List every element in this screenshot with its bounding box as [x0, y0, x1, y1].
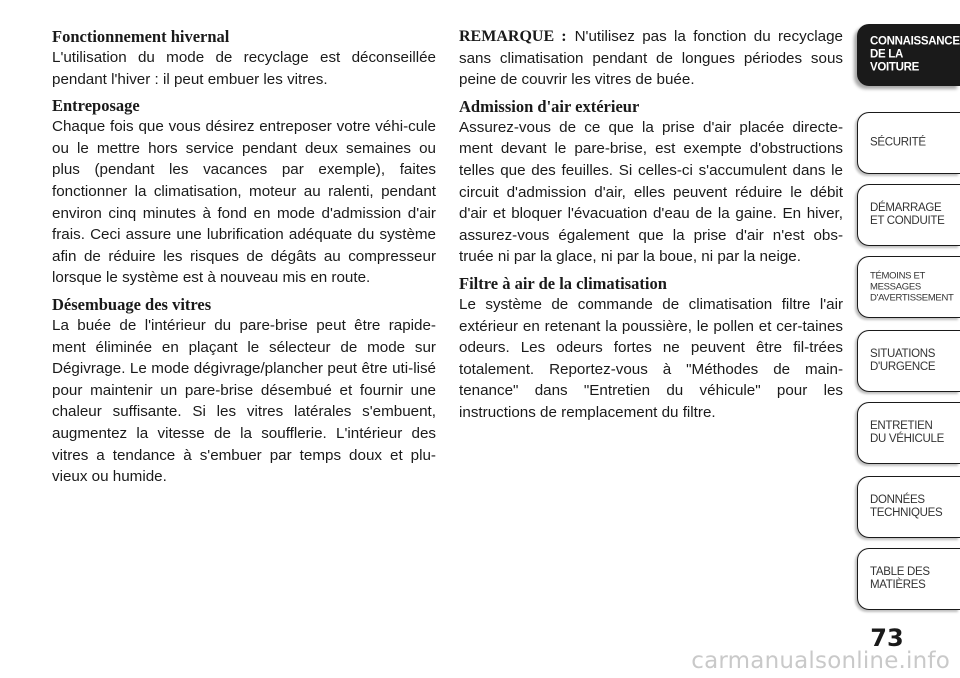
section-winter-operation [52, 26, 436, 90]
page-number: 73 [870, 624, 904, 652]
tab-label: SÉCURITÉ [870, 136, 926, 149]
tab-table-matieres[interactable] [857, 548, 960, 610]
tab-connaissance[interactable] [857, 24, 960, 86]
tab-donnees[interactable] [857, 476, 960, 538]
left-column [52, 26, 436, 493]
section-body: Assurez-vous de ce que la prise d'air placée directe-ment devant le pare-brise, est exempte d'obstructions telles que des feuilles. Si celles-ci s'accumulent dans le circuit d'admission d'air, elles peuvent réduire le débit d'air et bloquer l'évacuation d'eau de la gaine. En hiver, assurez-vous également que la prise d'air n'est obs-truée ni par la glace, ni par la boue, ni par la neige. [459, 118, 843, 266]
tab-demarrage[interactable] [857, 184, 960, 246]
tab-label: DONNÉES TECHNIQUES [870, 494, 943, 519]
tab-entretien[interactable] [857, 402, 960, 464]
tab-label: CONNAISSANCE DE LA VOITURE [870, 35, 960, 74]
chapter-tabs [857, 0, 960, 678]
section-body: L'utilisation du mode de recyclage est déconseillée pendant l'hiver : il peut embuer les vitres. [52, 49, 436, 88]
tab-label: SITUATIONS D'URGENCE [870, 348, 936, 373]
note-text: N'utilisez pas la fonction du recyclage sans climatisation pendant de longues périodes sous peine de couvrir les vitres de buée. [459, 28, 843, 89]
tab-temoins[interactable] [857, 256, 960, 318]
section-heading: Fonctionnement hivernal [52, 27, 230, 46]
tab-securite[interactable] [857, 112, 960, 174]
watermark: carmanualsonline.info [691, 648, 950, 674]
section-heading: Désembuage des vitres [52, 294, 212, 314]
section-body: Chaque fois que vous désirez entreposer votre véhi-cule ou le mettre hors service pendant deux semaines ou plus (pendant les vacances par exemple), faites fonctionner la climatisation, moteur au ralenti, pendant environ cinq minutes à fond en mode d'admission d'air frais. Ceci assure une lubrification adéquate du système afin de réduire les risques de dégâts au compresseur lorsque le système est à nouveau mis en route. [52, 118, 436, 287]
note-label: REMARQUE : [459, 28, 567, 45]
right-column [459, 26, 843, 429]
section-heading: Filtre à air de la climatisation [459, 273, 667, 293]
section-heading: Entreposage [52, 96, 140, 116]
section-outside-air-intake [459, 96, 843, 268]
note-paragraph [459, 26, 843, 91]
section-window-demisting [52, 294, 436, 488]
section-storage [52, 95, 436, 289]
tab-label: TABLE DES MATIÈRES [870, 566, 930, 591]
section-body: La buée de l'intérieur du pare-brise peut être rapide-ment éliminée en plaçant le sélecteur de mode sur Dégivrage. Le mode dégivrage/plancher peut être uti-lisé pour maintenir un pare-brise désembué et fournir une chaleur suffisante. Si les vitres latérales s'embuent, augmentez la vitesse de la soufflerie. L'intérieur des vitres a tendance à s'embuer par temps doux et plu-vieux ou humide. [52, 316, 436, 486]
tab-label: ENTRETIEN DU VÉHICULE [870, 420, 945, 445]
tab-urgence[interactable] [857, 330, 960, 392]
tab-label: DÉMARRAGE ET CONDUITE [870, 202, 945, 227]
section-body: Le système de commande de climatisation filtre l'air extérieur en retenant la poussière, le pollen et cer-taines odeurs. Les odeurs fortes ne peuvent être fil-trées totalement. Reportez-vous à "Méthodes de main-tenance" dans "Entretien du véhicule" pour les instructions de remplacement du filtre. [459, 295, 843, 421]
tab-label: TÉMOINS ET MESSAGES D'AVERTISSEMENT [870, 270, 954, 304]
note-block [459, 26, 843, 91]
section-ac-air-filter [459, 273, 843, 424]
section-heading: Admission d'air extérieur [459, 96, 640, 116]
